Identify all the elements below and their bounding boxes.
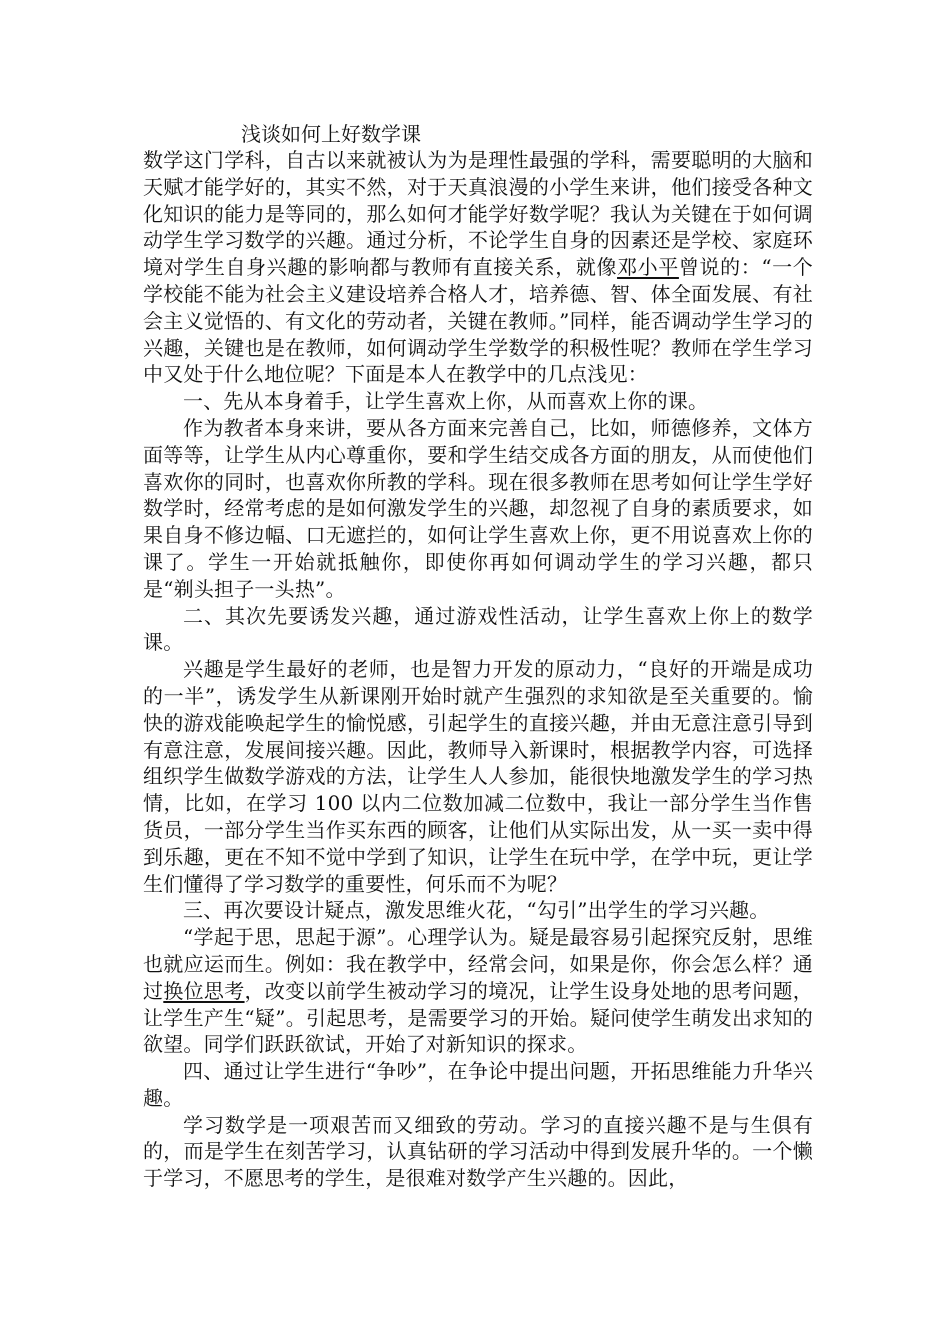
section-heading-1: 一、先从本身着手，让学生喜欢上你，从而喜欢上你的课。 <box>183 389 709 414</box>
section-heading-3: 三、再次要设计疑点，激发思维火花，“勾引”出学生的学习兴趣。 <box>183 898 770 923</box>
person-link[interactable]: 邓小平 <box>617 255 679 280</box>
section-paragraph-1: 作为教者本身来讲，要从各方面来完善自己，比如，师德修养，文体方面等等，让学生从内心尊重你，要和学生结交成各方面的朋友，从而使他们喜欢你的同时，也喜欢你所教的学科。现在很多教师在思考如何让学生学好数学时，经常考虑的是如何激发学生的兴趣，却忽视了自身的素质要求，如果自身不修边幅、口无遮拦的，如何让学生喜欢上你，更不用说喜欢上你的课了。学生一开始就抵触你，即使你再如何调动学生的学习兴趣，都只是“剃头担子一头热”。 <box>143 415 813 601</box>
section-paragraph-3 <box>143 924 813 1058</box>
term-link[interactable]: 换位思考 <box>163 978 245 1003</box>
section-paragraph-4: 学习数学是一项艰苦而又细致的劳动。学习的直接兴趣不是与生俱有的，而是学生在刻苦学习，认真钻研的学习活动中得到发展升华的。一个懒于学习，不愿思考的学生，是很难对数学产生兴趣的。因此， <box>143 1112 813 1191</box>
document-title: 浅谈如何上好数学课 <box>241 122 421 146</box>
document-body <box>143 121 813 1192</box>
intro-text-2: 曾说的：“一个学校能不能为社会主义建设培养合格人才，培养德、智、体全面发展、有社会主义觉悟的、有文化的劳动者，关键在教师。”同样，能否调动学生学习的兴趣，关键也是在教师，如何调动学生学数学的积极性呢？教师在学生学习中又处于什么地位呢？下面是本人在教学中的几点浅见： <box>143 255 813 387</box>
section-heading-2: 二、其次先要诱发兴趣，通过游戏性活动，让学生喜欢上你上的数学课。 <box>143 603 813 655</box>
section-3-text-2: ，改变以前学生被动学习的境况，让学生设身处地的思考问题，让学生产生“疑”。引起思考，是需要学习的开始。疑问使学生萌发出求知的欲望。同学们跃跃欲试，开始了对新知识的探求。 <box>143 978 813 1057</box>
intro-text-1: 数学这门学科，自古以来就被认为为是理性最强的学科，需要聪明的大脑和天赋才能学好的，其实不然，对于天真浪漫的小学生来讲，他们接受各种文化知识的能力是等同的，那么如何才能学好数学呢？我认为关键在于如何调动学生学习数学的兴趣。通过分析，不论学生自身的因素还是学校、家庭环境对学生自身兴趣的影响都与教师有直接关系，就像 <box>143 148 813 280</box>
section-paragraph-2: 兴趣是学生最好的老师，也是智力开发的原动力，“良好的开端是成功的一半”，诱发学生从新课刚开始时就产生强烈的求知欲是至关重要的。愉快的游戏能唤起学生的愉悦感，引起学生的直接兴趣，并由无意注意引导到有意注意，发展间接兴趣。因此，教师导入新课时，根据教学内容，可选择组织学生做数学游戏的方法，让学生人人参加，能很快地激发学生的学习热情，比如，在学习 100 以内二位数加减二位数中，我让一部分学生当作售货员，一部分学生当作买东西的顾客，让他们从实际出发，从一买一卖中得到乐趣，更在不知不觉中学到了知识，让学生在玩中学，在学中玩，更让学生们懂得了学习数学的重要性，何乐而不为呢？ <box>143 657 813 896</box>
section-heading-4: 四、通过让学生进行“争吵”，在争论中提出问题，开拓思维能力升华兴趣。 <box>143 1059 813 1110</box>
intro-paragraph <box>143 147 813 388</box>
section-3-text-1: “学起于思，思起于源”。心理学认为。疑是最容易引起探究反射，思维也就应运而生。例如：我在教学中，经常会问，如果是你，你会怎么样？通过 <box>143 925 813 1003</box>
